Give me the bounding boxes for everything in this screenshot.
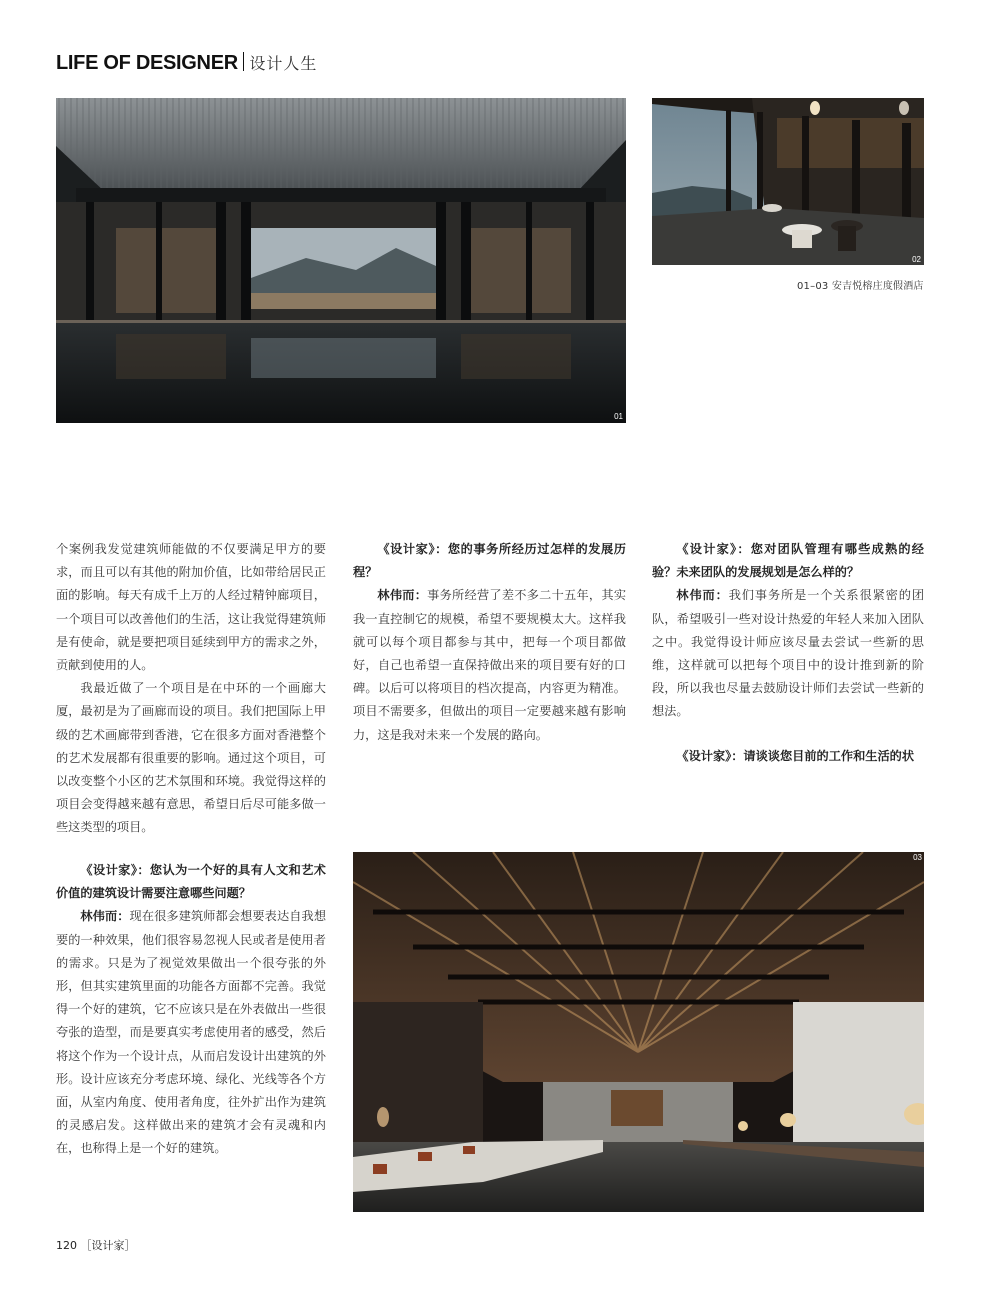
text-column-1-interview — [56, 859, 326, 1161]
photo-03 — [353, 852, 924, 1212]
photo-number: 02 — [912, 255, 921, 264]
photo-caption: 01–03 安吉悦榕庄度假酒店 — [797, 281, 924, 292]
interview-answer: 现在很多建筑师都会想要表达自我想要的一种效果，他们很容易忽视人民或者是使用者的需求。只是为了视觉效果做出一个很夸张的外形，但其实建筑里面的功能各方面都不完善。我觉得一个好的建筑，它不应该只是在外表做出一些很夸张的造型，而是要真实考虑使用者的感受，然后将这个作为一个设计点，从而启发设计出建筑的外形。设计应该充分考虑环境、绿化、光线等各个方面，从室内角度、使用者角度，往外扩出作为建筑的灵感启发。这样做出来的建筑才会有灵魂和内在，也称得上是一个好的建筑。 — [56, 909, 327, 1156]
interview-question: 《设计家》：请谈谈您目前的工作和生活的状 — [676, 748, 915, 763]
section-title-en: LIFE OF DESIGNER — [56, 52, 238, 74]
speaker-name: 林伟而： — [80, 909, 130, 924]
interview-question: 《设计家》：您对团队管理有哪些成熟的经验？未来团队的发展规划是怎么样的？ — [652, 542, 924, 580]
interview-question: 《设计家》：您认为一个好的具有人文和艺术价值的建筑设计需要注意哪些问题？ — [56, 863, 326, 901]
section-title-cn: 设计人生 — [249, 54, 318, 73]
page-footer — [56, 1237, 136, 1253]
page-number: 120 — [56, 1239, 77, 1252]
text-column-3 — [652, 538, 924, 768]
speaker-name: 林伟而： — [377, 588, 428, 603]
paragraph: 我最近做了一个项目是在中环的一个画廊大厦，最初是为了画廊而设的项目。我们把国际上甲级的艺术画廊带到香港，它在很多方面对香港整个的艺术发展都有很重要的影响。通过这个项目，可以改变整个小区的艺术氛围和环境。我觉得这样的项目会变得越来越有意思，希望日后尽可能多做一些这类型的项目。 — [56, 681, 326, 835]
photo-number: 01 — [614, 412, 623, 421]
interview-answer: 我们事务所是一个关系很紧密的团队，希望吸引一些对设计热爱的年轻人来加入团队之中。我觉得设计师应该尽量去尝试一些新的思维，这样就可以把每个项目中的设计推到新的阶段，所以我也尽量去鼓励设计师们去尝试一些新的想法。 — [652, 588, 925, 719]
photo-number: 03 — [913, 853, 922, 862]
title-divider — [243, 52, 245, 71]
timber-roof-lobby-photo — [353, 852, 924, 1212]
photo-02 — [652, 98, 924, 265]
paragraph: 个案例我发觉建筑师能做的不仅要满足甲方的要求，而且可以有其他的附加价值，比如带给居民正面的影响。每天有成千上万的人经过精钟廊项目，一个项目可以改善他们的生活，这让我觉得建筑师是有使命，就是要把项目延续到甲方的需求之外，贡献到使用的人。 — [56, 542, 326, 673]
photo-01 — [56, 98, 626, 423]
veranda-lounge-photo — [652, 98, 924, 265]
section-header — [56, 50, 317, 75]
text-column-1 — [56, 538, 326, 840]
text-column-2 — [353, 538, 626, 747]
interview-question: 《设计家》：您的事务所经历过怎样的发展历程？ — [353, 542, 626, 580]
magazine-name: ［设计家］ — [80, 1239, 136, 1252]
interview-answer: 事务所经营了差不多二十五年，其实我一直控制它的规模，希望不要规模太大。这样我就可以每个项目都参与其中，把每一个项目都做好，自己也希望一直保持做出来的项目要有好的口碑。以后可以将项目的档次提高，内容更为精准。项目不需要多，但做出的项目一定要越来越有影响力，这是我对未来一个发展的路向。 — [353, 588, 627, 742]
speaker-name: 林伟而： — [676, 588, 729, 603]
courtyard-pavilion-photo — [56, 98, 626, 423]
